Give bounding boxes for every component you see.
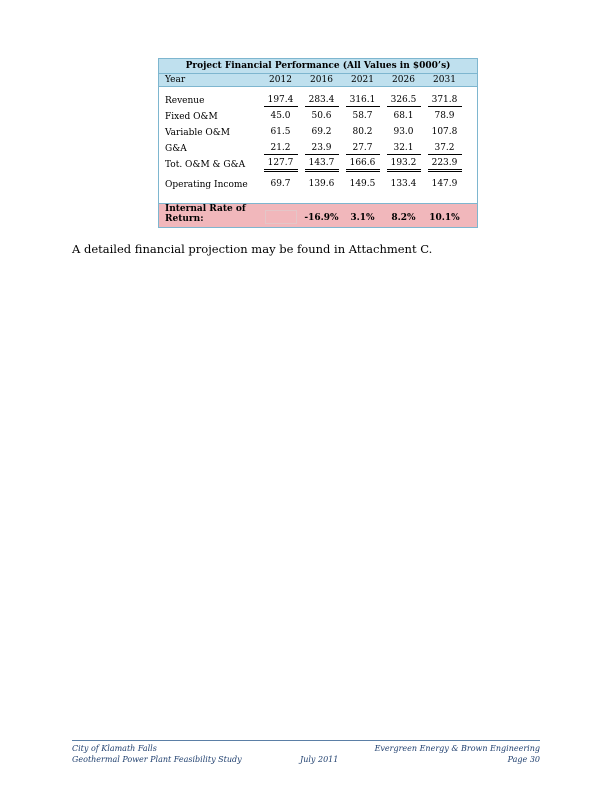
footer-study: Geothermal Power Plant Feasibility Study bbox=[72, 755, 242, 764]
cell: 149.5 bbox=[349, 179, 376, 189]
table-row-ga bbox=[159, 141, 477, 157]
cell: 23.9 bbox=[305, 144, 339, 155]
cell: 133.4 bbox=[390, 179, 417, 189]
row-label: Tot. O&M & G&A bbox=[165, 159, 246, 170]
cell: 3.1% bbox=[350, 213, 375, 223]
cell: 50.6 bbox=[311, 111, 332, 121]
cell: 371.8 bbox=[428, 96, 462, 107]
cell: 107.8 bbox=[431, 127, 458, 137]
table-row-fixed-om bbox=[159, 109, 477, 125]
cell: 283.4 bbox=[305, 96, 339, 107]
header-col: 2026 bbox=[392, 74, 415, 85]
table-header-row bbox=[159, 74, 477, 87]
cell: 27.7 bbox=[346, 144, 380, 155]
row-label: Variable O&M bbox=[165, 127, 231, 138]
cell: 69.7 bbox=[270, 179, 291, 189]
table-title: Project Financial Performance (All Values in $000’s) bbox=[159, 59, 477, 74]
footer-company: Evergreen Energy & Brown Engineering bbox=[374, 744, 540, 753]
row-label: G&A bbox=[165, 143, 187, 154]
row-label: Fixed O&M bbox=[165, 111, 218, 122]
cell: 32.1 bbox=[387, 144, 421, 155]
cell: 78.9 bbox=[434, 111, 455, 121]
row-label: Operating Income bbox=[165, 179, 248, 190]
cell: 45.0 bbox=[270, 111, 291, 121]
footer-date: July 2011 bbox=[300, 755, 339, 764]
cell: 143.7 bbox=[305, 159, 339, 172]
financial-performance-table bbox=[158, 58, 478, 228]
cell: 58.7 bbox=[352, 111, 373, 121]
cell: 61.5 bbox=[270, 127, 291, 137]
cell: 193.2 bbox=[387, 159, 421, 172]
cell: 197.4 bbox=[264, 96, 298, 107]
table-row-variable-om bbox=[159, 125, 477, 141]
footer-page-number: Page 30 bbox=[507, 755, 540, 764]
cell: 147.9 bbox=[431, 179, 458, 189]
irr-label: Internal Rate of Return: bbox=[165, 204, 246, 224]
body-paragraph: A detailed financial projection may be found in Attachment C. bbox=[72, 242, 433, 256]
cell: 93.0 bbox=[393, 127, 414, 137]
header-col: 2012 bbox=[269, 74, 292, 85]
cell: 139.6 bbox=[308, 179, 335, 189]
row-label: Revenue bbox=[165, 95, 205, 106]
header-col: 2021 bbox=[351, 74, 374, 85]
irr-empty-cell bbox=[265, 210, 297, 224]
cell: 127.7 bbox=[264, 159, 298, 172]
cell: 316.1 bbox=[346, 96, 380, 107]
header-col: 2031 bbox=[433, 74, 456, 85]
cell: 166.6 bbox=[346, 159, 380, 172]
cell: 69.2 bbox=[311, 127, 332, 137]
table-row-operating-income bbox=[159, 173, 477, 197]
cell: 8.2% bbox=[391, 213, 416, 223]
cell: 37.2 bbox=[428, 144, 462, 155]
header-year: Year bbox=[165, 74, 186, 85]
footer-city: City of Klamath Falls bbox=[72, 744, 157, 753]
footer-divider bbox=[72, 740, 540, 741]
cell: -16.9% bbox=[304, 213, 339, 223]
header-col: 2016 bbox=[310, 74, 333, 85]
table-row-revenue bbox=[159, 93, 477, 109]
cell: 326.5 bbox=[387, 96, 421, 107]
table-row-irr bbox=[159, 203, 477, 227]
cell: 10.1% bbox=[429, 213, 460, 223]
cell: 68.1 bbox=[393, 111, 414, 121]
cell: 80.2 bbox=[352, 127, 373, 137]
table-row-total-om bbox=[159, 157, 477, 173]
cell: 21.2 bbox=[264, 144, 298, 155]
cell: 223.9 bbox=[428, 159, 462, 172]
